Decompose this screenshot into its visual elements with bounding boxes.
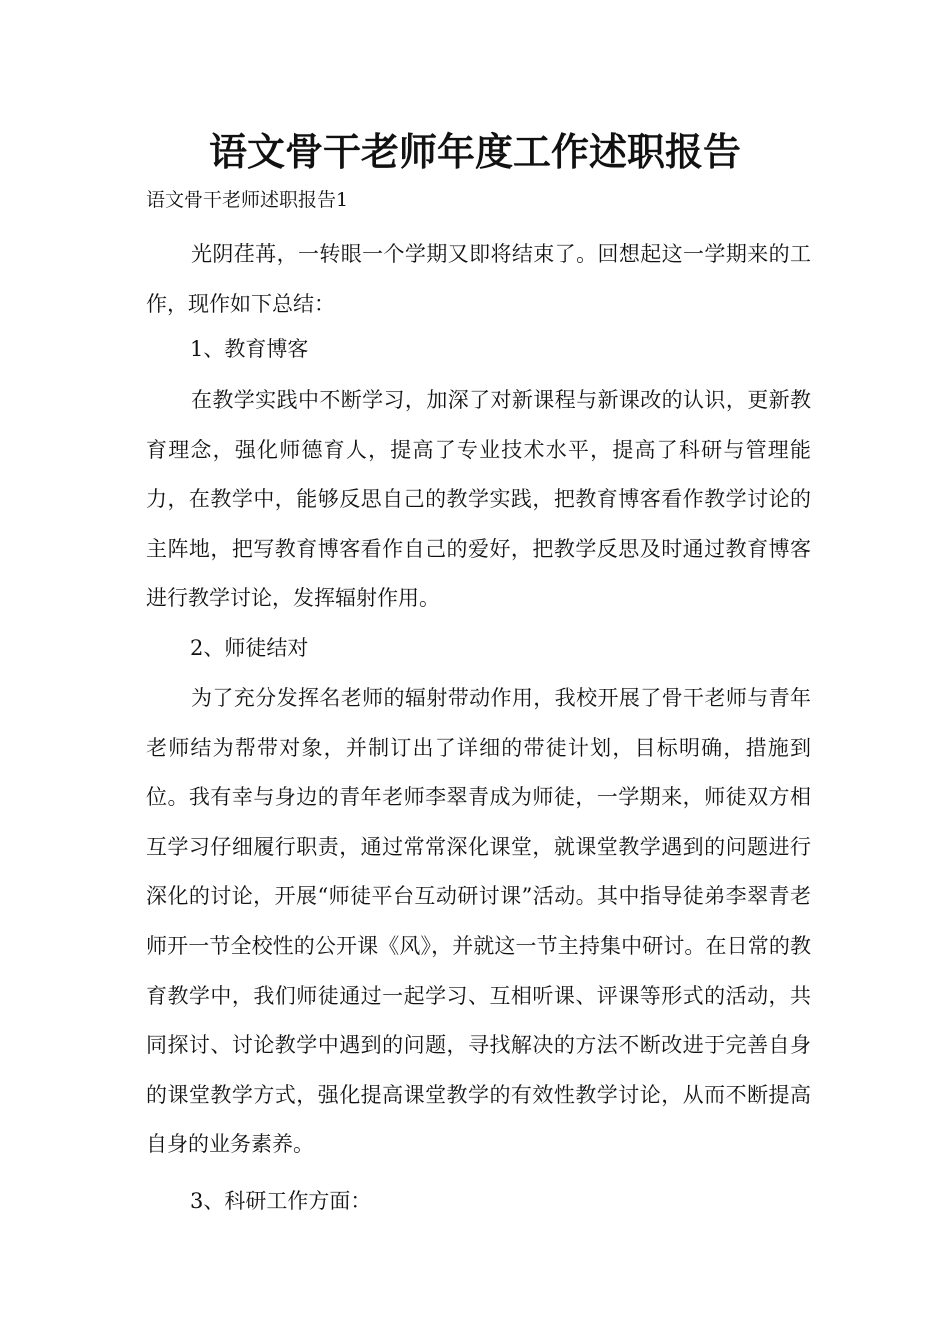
document-subtitle: 语文骨干老师述职报告1 [146, 189, 349, 211]
section-paragraph-mentorship: 为了充分发挥名老师的辐射带动作用，我校开展了骨干老师与青年老师结为帮带对象，并制订出了详细的带徒计划，目标明确，措施到位。我有幸与身边的青年老师李翠青成为师徒，一学期来，师徒双方相互学习仔细履行职责，通过常常深化课堂，就课堂教学遇到的问题进行深化的讨论，开展“师徒平台互动研讨课”活动。其中指导徒弟李翠青老师开一节全校性的公开课《风》，并就这一节主持集中研讨。在日常的教育教学中，我们师徒通过一起学习、互相听课、评课等形式的活动，共同探讨、讨论教学中遇到的问题，寻找解决的方法不断改进于完善自身的课堂教学方式，强化提高课堂教学的有效性教学讨论，从而不断提高自身的业务素养。 [146, 686, 811, 1157]
intro-paragraph: 光阴荏苒，一转眼一个学期又即将结束了。回想起这一学期来的工作，现作如下总结： [146, 242, 811, 316]
section-heading-blog: 1、教育博客 [190, 337, 309, 361]
section-heading-mentorship: 2、师徒结对 [190, 636, 309, 660]
section-heading-research: 3、科研工作方面： [190, 1189, 372, 1213]
section-paragraph-blog: 在教学实践中不断学习，加深了对新课程与新课改的认识，更新教育理念，强化师德育人，提高了专业技术水平，提高了科研与管理能力，在教学中，能够反思自己的教学实践，把教育博客看作教学讨论的主阵地，把写教育博客看作自己的爱好，把教学反思及时通过教育博客进行教学讨论，发挥辐射作用。 [146, 388, 811, 611]
document-title: 语文骨干老师年度工作述职报告 [208, 130, 741, 174]
